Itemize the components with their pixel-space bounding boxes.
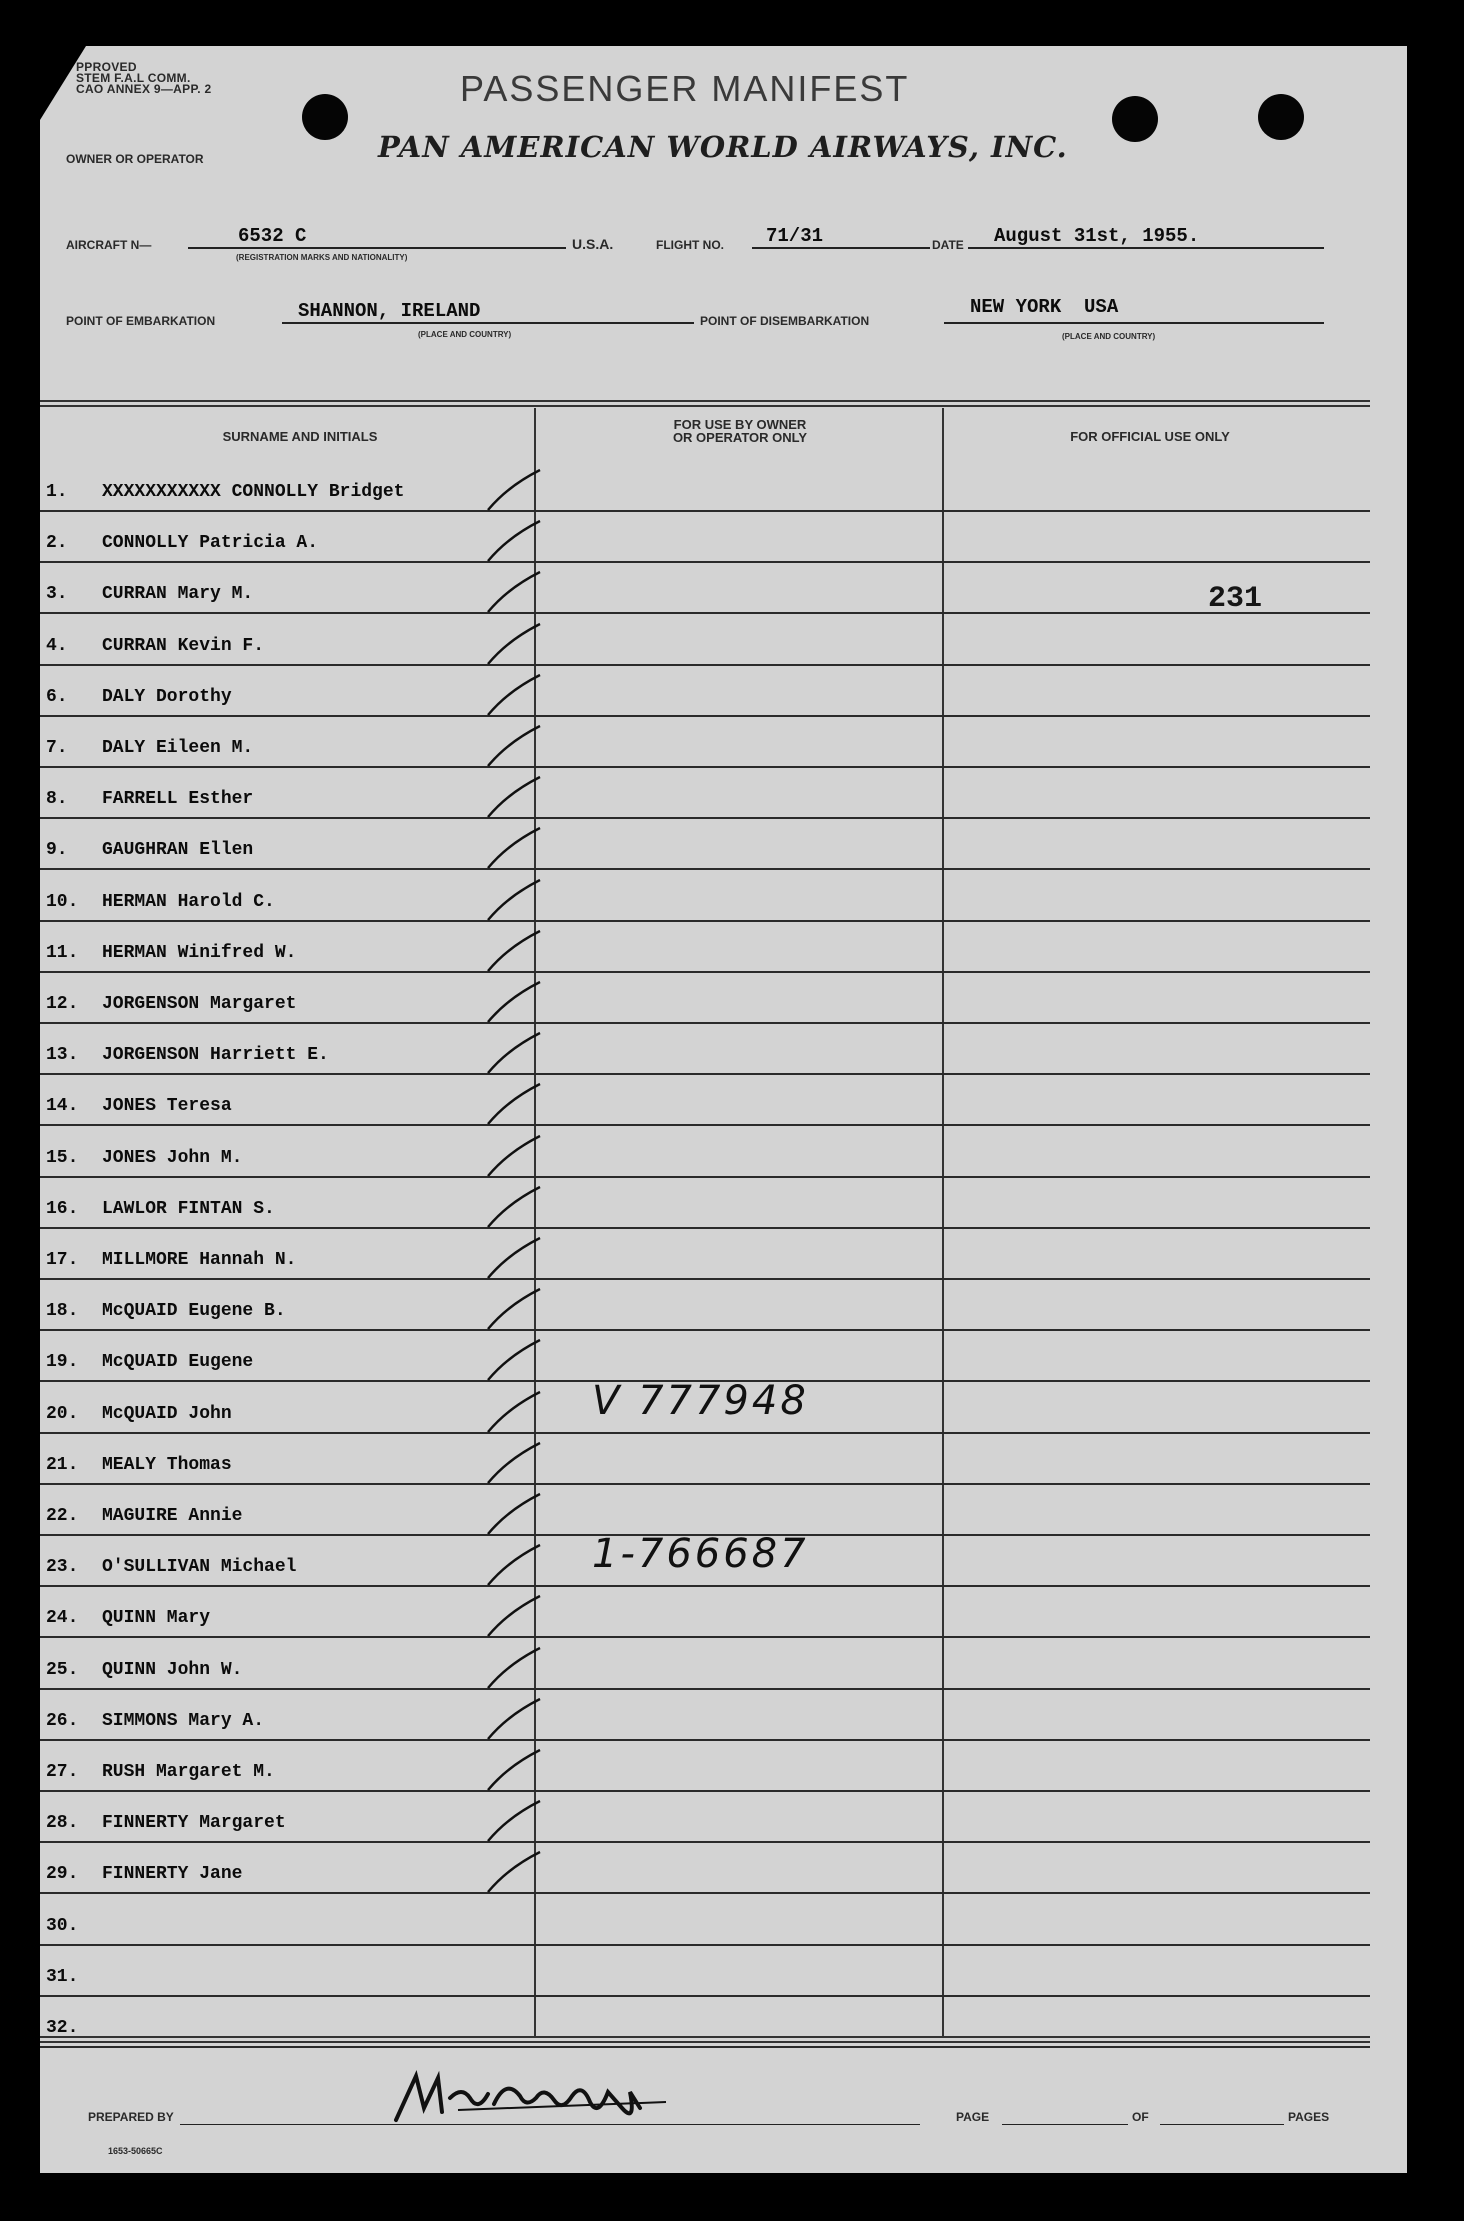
date-underline — [968, 247, 1324, 249]
embark-underline — [282, 322, 694, 324]
passenger-name: 21. — [46, 1454, 79, 1475]
check-mark-icon — [484, 1183, 544, 1231]
row-rule — [40, 1944, 1370, 1946]
check-mark-icon — [484, 722, 544, 770]
passenger-name: 18. — [46, 1301, 79, 1322]
row-rule — [40, 1790, 1370, 1792]
aircraft-label: AIRCRAFT N— — [66, 238, 152, 252]
table-top-rule — [40, 400, 1370, 407]
passenger-name: 28. — [46, 1813, 79, 1834]
passenger-name: 10. — [46, 891, 79, 912]
passenger-surname-initials: O'SULLIVAN Michael — [102, 1557, 297, 1578]
check-mark-icon — [484, 1285, 544, 1333]
passenger-name: 19. — [46, 1352, 79, 1373]
passenger-surname-initials: JORGENSON Harriett E. — [102, 1045, 329, 1066]
row-rule — [40, 664, 1370, 666]
check-mark-icon — [484, 1695, 544, 1743]
of-label: OF — [1132, 2110, 1149, 2124]
passenger-surname-initials: RUSH Margaret M. — [102, 1762, 275, 1782]
passenger-name: 7. — [46, 738, 68, 758]
check-mark-icon — [484, 1797, 544, 1845]
check-mark-icon — [484, 671, 544, 719]
aircraft-value: 6532 C — [238, 225, 307, 247]
check-mark-icon — [484, 1336, 544, 1384]
passenger-name: 1. — [46, 482, 68, 502]
check-mark-icon — [484, 568, 544, 616]
check-mark-icon — [484, 978, 544, 1026]
page-label: PAGE — [956, 2110, 990, 2124]
passenger-surname-initials: HERMAN Winifred W. — [102, 942, 297, 963]
row-rule — [40, 612, 1370, 614]
passenger-name: 24. — [46, 1608, 79, 1629]
handwritten-passport-number: V 777948 — [592, 1377, 809, 1424]
passenger-name: 26. — [46, 1710, 79, 1731]
passenger-surname-initials: JONES Teresa — [102, 1096, 232, 1117]
row-rule — [40, 1892, 1370, 1894]
passenger-name: 14. — [46, 1096, 79, 1117]
row-rule — [40, 868, 1370, 870]
passenger-surname-initials: MEALY Thomas — [102, 1454, 232, 1475]
row-rule — [40, 1124, 1370, 1126]
passenger-surname-initials: JORGENSON Margaret — [102, 994, 297, 1014]
row-rule — [40, 1636, 1370, 1638]
row-rule — [40, 920, 1370, 922]
row-rule — [40, 1841, 1370, 1843]
row-rule — [40, 1329, 1370, 1331]
stamp-line: CAO ANNEX 9—APP. 2 — [76, 82, 212, 96]
row-rule — [40, 561, 1370, 563]
check-mark-icon — [484, 1746, 544, 1794]
row-rule — [40, 1432, 1370, 1434]
date-value: August 31st, 1955. — [994, 225, 1200, 247]
disembark-caption: (PLACE AND COUNTRY) — [1062, 332, 1156, 341]
passenger-surname-initials: FINNERTY Margaret — [102, 1813, 286, 1834]
passenger-surname-initials: XXXXXXXXXXX CONNOLLY Bridget — [102, 482, 405, 502]
stamp-line: STEM F.A.L COMM. — [76, 71, 191, 85]
passenger-name: 29. — [46, 1864, 79, 1885]
check-mark-icon — [484, 1132, 544, 1180]
passenger-surname-initials: McQUAID Eugene B. — [102, 1301, 286, 1322]
passenger-surname-initials: JONES John M. — [102, 1147, 243, 1168]
disembark-label: POINT OF DISEMBARKATION — [700, 314, 870, 328]
handwritten-passport-number: 1-766687 — [592, 1531, 809, 1578]
row-rule — [40, 1585, 1370, 1587]
check-mark-icon — [484, 1592, 544, 1640]
manifest-sheet — [40, 46, 1407, 2173]
row-rule — [40, 971, 1370, 973]
stamp-line: PPROVED — [76, 60, 137, 74]
embark-caption: (PLACE AND COUNTRY) — [418, 330, 512, 339]
passenger-surname-initials: FARRELL Esther — [102, 789, 254, 810]
passenger-surname-initials: CONNOLLY Patricia A. — [102, 533, 319, 554]
passenger-surname-initials: McQUAID Eugene — [102, 1352, 254, 1373]
row-rule — [40, 1278, 1370, 1280]
row-rule — [40, 1073, 1370, 1075]
check-mark-icon — [484, 620, 544, 668]
page-underline — [1002, 2124, 1128, 2125]
passenger-surname-initials: DALY Eileen M. — [102, 738, 254, 758]
aircraft-underline — [188, 247, 566, 249]
passenger-name: 6. — [46, 686, 68, 707]
check-mark-icon — [484, 1644, 544, 1692]
table-bottom-rule — [40, 2036, 1370, 2043]
passenger-surname-initials: MILLMORE Hannah N. — [102, 1250, 297, 1270]
punch-hole — [302, 94, 348, 140]
passenger-name: 11. — [46, 942, 79, 963]
approval-stamp — [76, 62, 211, 95]
row-rule — [40, 1227, 1370, 1229]
pages-label: PAGES — [1288, 2110, 1330, 2124]
row-rule — [40, 1739, 1370, 1741]
passenger-name: 8. — [46, 789, 68, 810]
passenger-name: 22. — [46, 1506, 79, 1526]
registration-caption: (REGISTRATION MARKS AND NATIONALITY) — [236, 253, 408, 262]
passenger-name: 3. — [46, 584, 68, 605]
flight-value: 71/31 — [766, 225, 824, 247]
passenger-name: 23. — [46, 1557, 79, 1578]
row-rule — [40, 1995, 1370, 1997]
passenger-name: 32. — [46, 2018, 79, 2038]
flight-underline — [752, 247, 930, 249]
passenger-name: 17. — [46, 1250, 79, 1270]
check-mark-icon — [484, 1388, 544, 1436]
signature-image — [386, 2068, 686, 2128]
passenger-name: 4. — [46, 635, 68, 656]
passenger-surname-initials: MAGUIRE Annie — [102, 1506, 243, 1526]
passenger-name: 2. — [46, 533, 68, 554]
check-mark-icon — [484, 1439, 544, 1487]
passenger-surname-initials: SIMMONS Mary A. — [102, 1710, 265, 1731]
punch-hole — [1112, 96, 1158, 142]
check-mark-icon — [484, 1541, 544, 1589]
row-rule — [40, 1688, 1370, 1690]
row-rule — [40, 817, 1370, 819]
check-mark-icon — [484, 1234, 544, 1282]
check-mark-icon — [484, 927, 544, 975]
row-rule — [40, 1483, 1370, 1485]
check-mark-icon — [484, 1848, 544, 1896]
form-number: 1653-50665C — [108, 2146, 163, 2156]
punch-hole — [1258, 94, 1304, 140]
passenger-name: 15. — [46, 1147, 79, 1168]
page-title: PASSENGER MANIFEST — [460, 68, 910, 109]
row-rule — [40, 1022, 1370, 1024]
row-rule — [40, 510, 1370, 512]
embark-label: POINT OF EMBARKATION — [66, 314, 216, 328]
passenger-surname-initials: McQUAID John — [102, 1403, 232, 1424]
passenger-name: 20. — [46, 1403, 79, 1424]
flight-label: FLIGHT NO. — [656, 238, 724, 252]
disembark-value: NEW YORK USA — [970, 296, 1119, 318]
col-surname-header: SURNAME AND INITIALS — [222, 429, 378, 444]
passenger-name: 31. — [46, 1966, 79, 1987]
passenger-surname-initials: CURRAN Kevin F. — [102, 635, 265, 656]
date-label: DATE — [932, 238, 964, 252]
passenger-name: 16. — [46, 1198, 79, 1219]
passenger-surname-initials: FINNERTY Jane — [102, 1864, 243, 1885]
row-rule — [40, 766, 1370, 768]
col-official-header: FOR OFFICIAL USE ONLY — [1070, 429, 1230, 444]
passenger-surname-initials: LAWLOR FINTAN S. — [102, 1198, 275, 1219]
owner-label: OWNER OR OPERATOR — [66, 152, 204, 166]
check-mark-icon — [484, 773, 544, 821]
of-underline — [1160, 2124, 1284, 2125]
passenger-name: 27. — [46, 1762, 79, 1782]
passenger-name: 9. — [46, 840, 68, 861]
row-rule — [40, 1176, 1370, 1178]
passenger-surname-initials: QUINN Mary — [102, 1608, 211, 1629]
check-mark-icon — [484, 1029, 544, 1077]
check-mark-icon — [484, 466, 544, 514]
passenger-name: 30. — [46, 1915, 79, 1936]
passenger-surname-initials: QUINN John W. — [102, 1659, 243, 1680]
embark-value: SHANNON, IRELAND — [298, 300, 481, 322]
airline-name: PAN AMERICAN WORLD AIRWAYS, INC. — [378, 130, 1068, 164]
check-mark-icon — [484, 1080, 544, 1128]
check-mark-icon — [484, 876, 544, 924]
passenger-surname-initials: CURRAN Mary M. — [102, 584, 254, 605]
passenger-surname-initials: HERMAN Harold C. — [102, 891, 275, 912]
official-number: 231 — [1208, 582, 1263, 616]
passenger-name: 12. — [46, 994, 79, 1014]
row-rule — [40, 715, 1370, 717]
passenger-name: 13. — [46, 1045, 79, 1066]
passenger-surname-initials: GAUGHRAN Ellen — [102, 840, 254, 861]
passenger-name: 25. — [46, 1659, 79, 1680]
check-mark-icon — [484, 517, 544, 565]
check-mark-icon — [484, 1490, 544, 1538]
disembark-underline — [944, 322, 1324, 324]
col-operator-header: FOR USE BY OWNER OR OPERATOR ONLY — [672, 417, 808, 445]
usa-label: U.S.A. — [572, 236, 614, 252]
check-mark-icon — [484, 824, 544, 872]
prepared-by-label: PREPARED BY — [88, 2110, 174, 2124]
row-rule — [40, 2046, 1370, 2048]
passenger-surname-initials: DALY Dorothy — [102, 686, 232, 707]
